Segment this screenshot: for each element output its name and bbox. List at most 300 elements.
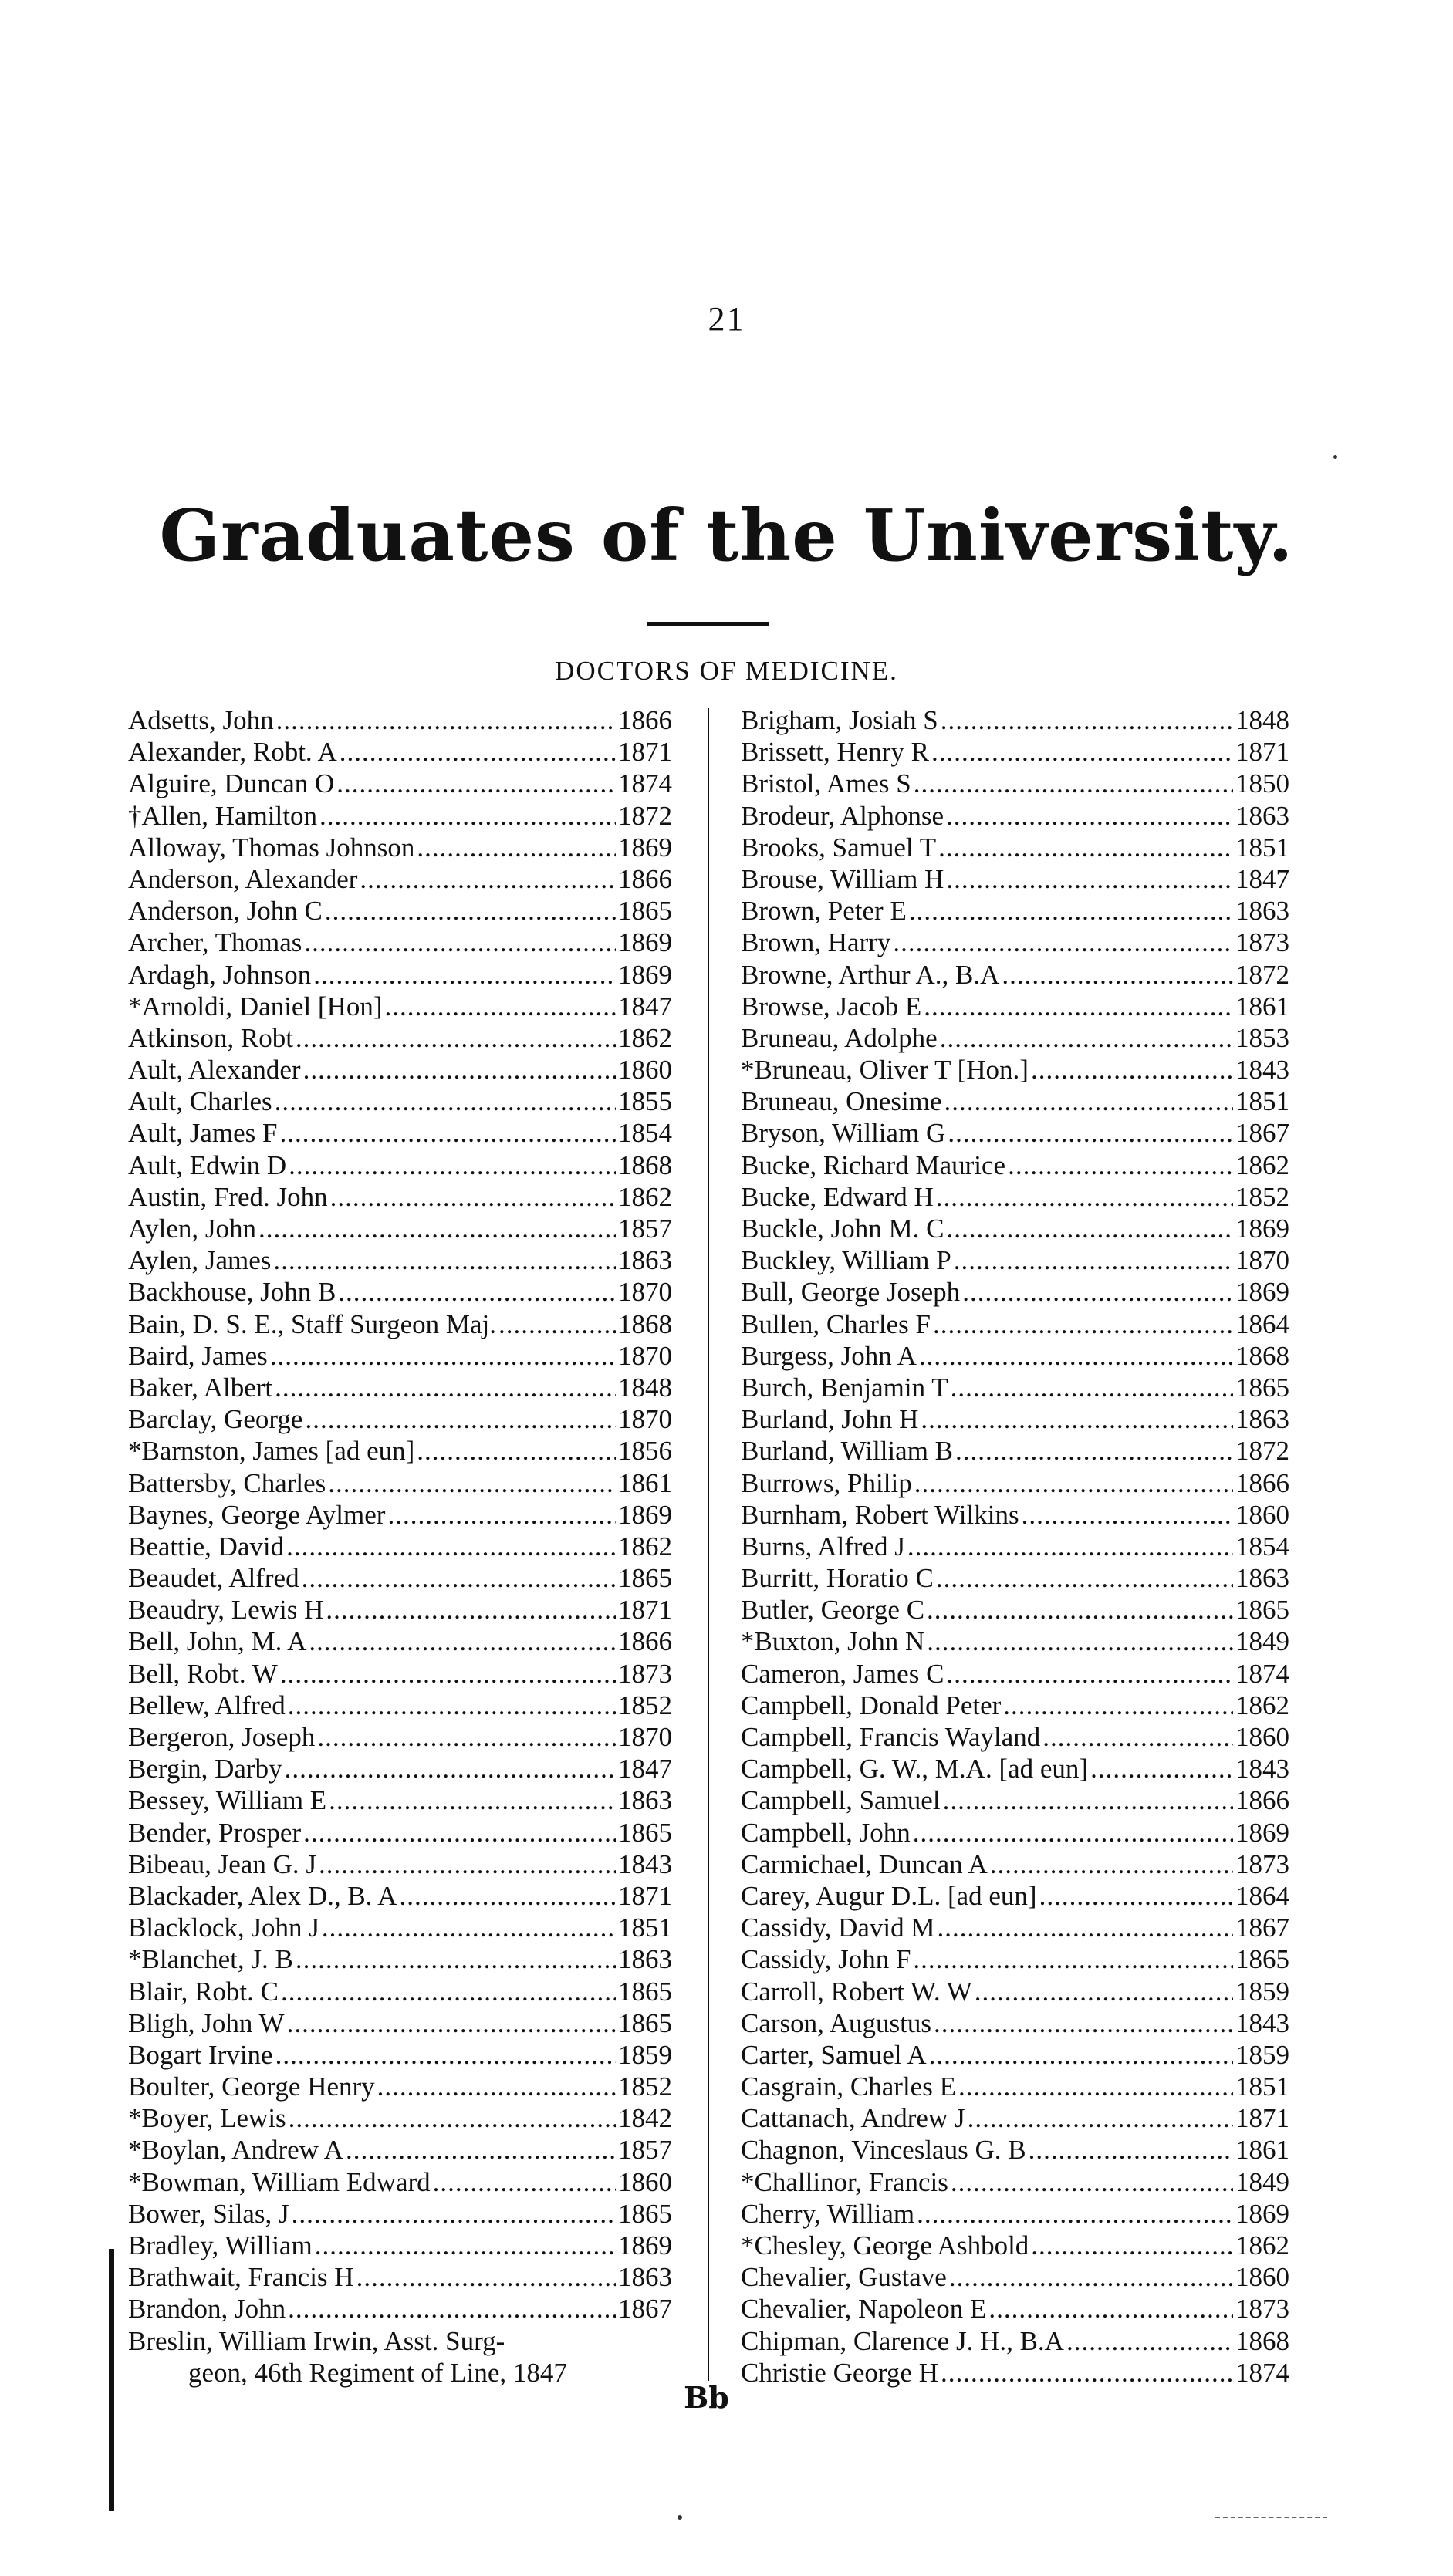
graduate-name: Atkinson, Robt [128,1022,293,1053]
graduate-entry [128,1403,672,1435]
graduate-name: Brouse, William H [741,863,944,894]
leader-dots [914,768,1233,799]
graduate-name: Burns, Alfred J [741,1531,905,1561]
leader-dots [936,1181,1233,1213]
graduation-year: 1855 [618,1086,672,1117]
graduate-name: *Boylan, Andrew A [128,2135,344,2166]
graduation-year: 1854 [618,1118,672,1149]
graduate-entry [128,1499,672,1531]
graduate-entry [741,959,1289,991]
leader-dots [913,1817,1233,1848]
leader-dots [914,1467,1233,1499]
leader-dots [279,1117,616,1149]
page-number: 21 [708,300,745,338]
graduate-entry [128,2230,672,2261]
graduate-entry [741,2039,1289,2071]
graduate-entry [741,1658,1289,1690]
graduate-name: Browne, Arthur A., B.A [741,959,1000,990]
graduate-entry [741,895,1289,927]
leader-dots [907,1531,1233,1562]
graduate-name: Campbell, John [741,1817,911,1848]
graduate-name: Burland, William B [741,1436,954,1467]
binding-edge-mark [109,2249,114,2511]
graduate-entry [128,1054,672,1085]
leader-dots [303,1817,616,1848]
graduate-entry [741,832,1289,863]
graduation-year: 1861 [618,1467,672,1498]
graduate-name: *Challinor, Francis [741,2166,948,2197]
leader-dots [909,895,1233,927]
graduation-year: 1866 [1235,1785,1289,1816]
graduation-year: 1843 [1235,1055,1289,1085]
graduate-entry [741,2293,1289,2324]
graduate-name: Bergin, Darby [128,1754,282,1784]
graduate-entry [741,1150,1289,1181]
leader-dots [946,863,1233,895]
leader-dots [1031,1054,1233,1085]
graduate-entry [741,2166,1289,2198]
graduate-entry [741,2071,1289,2102]
graduation-year: 1869 [618,1499,672,1530]
graduate-name: Blacklock, John J [128,1913,319,1943]
graduate-name: Bryson, William G [741,1118,946,1149]
leader-dots [280,1658,616,1690]
section-heading: DOCTORS OF MEDICINE. [555,656,898,686]
graduation-year: 1865 [618,896,672,927]
graduation-year: 1848 [1235,705,1289,735]
leader-dots [1042,1721,1233,1753]
graduate-name: Ault, Alexander [128,1055,301,1085]
leader-dots [990,1848,1233,1880]
leader-dots [319,1848,616,1880]
leader-dots [931,736,1233,768]
graduate-name: Campbell, Samuel [741,1785,941,1816]
graduate-name: Buckle, John M. C [741,1214,944,1244]
graduate-entry [128,895,672,927]
graduation-year: 1860 [1235,1499,1289,1530]
graduate-entry [741,2102,1289,2134]
graduation-year: 1866 [618,705,672,735]
leader-dots [377,2071,616,2102]
graduation-year: 1857 [618,2135,672,2166]
graduation-year: 1851 [618,1913,672,1943]
graduate-name: Buckley, William P [741,1245,951,1276]
graduate-entry [741,1054,1289,1085]
leader-dots [988,2293,1233,2324]
graduate-name: Carter, Samuel A [741,2039,927,2070]
graduate-entry [741,1085,1289,1117]
graduation-year: 1864 [1235,1880,1289,1911]
leader-dots [1039,1880,1233,1912]
graduate-name: Ardagh, Johnson [128,959,312,990]
leader-dots [924,991,1233,1022]
leader-dots [949,2261,1233,2293]
graduate-entry [741,1976,1289,2007]
graduate-entry [741,1181,1289,1213]
graduation-year: 1869 [1235,1817,1289,1848]
leader-dots [954,1244,1233,1276]
graduation-year: 1873 [1235,1848,1289,1879]
graduate-entry [128,1658,672,1690]
graduate-name: Campbell, G. W., M.A. [ad eun] [741,1754,1089,1784]
graduate-name: Carroll, Robert W. W [741,1976,972,2007]
graduation-year: 1859 [618,2039,672,2070]
graduate-entry [741,1531,1289,1562]
leader-dots [936,1562,1233,1594]
graduation-year: 1865 [618,2198,672,2229]
leader-dots [417,1435,616,1467]
graduate-entry [741,1880,1289,1912]
graduation-year: 1863 [1235,1404,1289,1435]
graduation-year: 1862 [1235,1150,1289,1180]
graduate-entry [128,1594,672,1626]
graduate-name: Bender, Prosper [128,1817,302,1848]
graduate-name: Brown, Peter E [741,896,907,927]
graduation-year: 1871 [618,1595,672,1626]
graduate-name: Chevalier, Napoleon E [741,2294,987,2324]
graduate-name: Archer, Thomas [128,927,302,958]
graduate-entry [128,959,672,991]
graduate-name: Bucke, Edward H [741,1181,934,1212]
leader-dots [951,1372,1233,1403]
breslin-entry-line-1: Breslin, William Irwin, Asst. Surg- [128,2325,505,2356]
graduate-name: Bain, D. S. E., Staff Surgeon Maj. [128,1308,497,1339]
graduate-entry [128,1943,672,1975]
graduate-name: Brooks, Samuel T [741,832,937,863]
graduation-year: 1873 [618,1658,672,1689]
graduate-entry [128,1372,672,1403]
graduate-entry [741,1372,1289,1403]
leader-dots [273,1244,616,1276]
leader-dots [927,1594,1233,1626]
leader-dots [322,1912,616,1943]
graduate-name: *Buxton, John N [741,1626,925,1657]
graduate-name: Baird, James [128,1340,268,1371]
page-edge-dashes [1215,2517,1327,2518]
ink-speck [1333,455,1337,459]
graduate-entry [741,863,1289,895]
graduate-name: Blackader, Alex D., B. A [128,1880,397,1911]
graduation-year: 1852 [1235,1181,1289,1212]
graduate-name: Bradley, William [128,2230,313,2260]
graduate-entry [128,1848,672,1880]
leader-dots [944,1085,1233,1117]
graduate-entry [128,2071,672,2102]
signature-mark: Bb [684,2380,729,2415]
graduation-year: 1872 [618,800,672,831]
graduate-entry [128,1244,672,1276]
graduate-name: Burland, John H [741,1404,919,1435]
leader-dots [946,1658,1233,1690]
leader-dots [385,991,616,1022]
column-divider [708,708,709,2381]
leader-dots [275,2039,616,2071]
graduation-year: 1857 [618,1214,672,1244]
graduate-entry [741,2134,1289,2166]
graduate-entry [741,2261,1289,2293]
graduate-name: *Arnoldi, Daniel [Hon] [128,991,383,1021]
graduation-year: 1854 [1235,1531,1289,1561]
graduation-year: 1862 [618,1531,672,1561]
graduation-year: 1863 [1235,896,1289,927]
graduation-year: 1849 [1235,1626,1289,1657]
graduate-name: Bruneau, Adolphe [741,1022,938,1053]
graduate-entry [128,1880,672,1912]
leader-dots [338,1276,616,1308]
graduate-name: *Blanchet, J. B [128,1944,293,1975]
leader-dots [893,927,1233,958]
graduate-entry [128,1817,672,1848]
graduate-name: Bucke, Richard Maurice [741,1150,1006,1180]
graduate-entry [741,1117,1289,1149]
graduate-name: Alloway, Thomas Johnson [128,832,415,863]
graduate-name: Beattie, David [128,1531,285,1561]
graduate-name: Butler, George C [741,1595,925,1626]
graduate-name: Adsetts, John [128,705,274,735]
graduation-year: 1869 [1235,1214,1289,1244]
graduation-year: 1862 [1235,1690,1289,1720]
graduation-year: 1865 [618,1563,672,1594]
graduate-entry [128,2134,672,2166]
graduation-year: 1863 [1235,800,1289,831]
title-rule [647,622,769,626]
graduation-year: 1865 [618,1817,672,1848]
graduate-name: *Boyer, Lewis [128,2103,286,2134]
leader-dots [1029,2134,1233,2166]
graduate-entry [128,2039,672,2071]
graduate-entry [741,1753,1289,1784]
graduate-name: Alexander, Robt. A [128,737,337,768]
graduate-name: Blair, Robt. C [128,1976,279,2007]
graduate-entry [128,1912,672,1943]
graduate-entry [128,1690,672,1721]
graduate-entry [128,736,672,768]
leader-dots [962,1276,1233,1308]
leader-dots [1066,2325,1233,2357]
graduation-year: 1860 [618,1055,672,1085]
graduation-year: 1865 [618,1976,672,2007]
graduate-entry [128,1562,672,1594]
graduation-year: 1852 [618,2071,672,2102]
graduate-name: *Bowman, William Edward [128,2166,431,2197]
ink-speck [678,2515,682,2520]
graduation-year: 1860 [618,2166,672,2197]
graduate-entry [741,1499,1289,1531]
graduate-entry [128,991,672,1022]
graduate-name: Boulter, George Henry [128,2071,375,2102]
leader-dots [955,1435,1233,1467]
right-entry-list [741,704,1289,2389]
graduation-year: 1865 [1235,1372,1289,1403]
graduate-name: Bellew, Alfred [128,1690,286,1720]
graduation-year: 1870 [618,1340,672,1371]
graduate-entry [128,1117,672,1149]
graduate-entry [741,1213,1289,1244]
graduation-year: 1862 [618,1181,672,1212]
graduate-entry [741,1435,1289,1467]
graduation-year: 1869 [618,959,672,990]
leader-dots [387,1499,616,1531]
graduation-year: 1867 [618,2294,672,2324]
graduate-name: Brathwait, Francis H [128,2262,354,2293]
graduation-year: 1861 [1235,991,1289,1021]
graduate-entry [128,1721,672,1753]
graduation-year: 1848 [618,1372,672,1403]
leader-dots [946,800,1233,832]
graduate-name: Bruneau, Onesime [741,1086,942,1117]
graduate-name: Bibeau, Jean G. J [128,1848,316,1879]
graduate-name: Aylen, James [128,1245,272,1276]
leader-dots [330,1181,616,1213]
graduation-year: 1874 [618,768,672,799]
graduate-entry [128,1435,672,1467]
graduate-name: Burgess, John A [741,1340,917,1371]
graduation-year: 1868 [618,1150,672,1180]
graduate-name: Brigham, Josiah S [741,705,938,735]
leader-dots [1002,959,1233,991]
graduate-name: Bull, George Joseph [741,1277,961,1308]
graduate-entry [741,1244,1289,1276]
leader-dots [400,1880,616,1912]
graduate-entry [128,1784,672,1816]
graduate-name: Bristol, Ames S [741,768,911,799]
graduate-entry [741,1403,1289,1435]
graduate-entry [128,1976,672,2007]
graduate-name: Chagnon, Vinceslaus G. B [741,2135,1026,2166]
leader-dots [304,927,616,958]
graduate-entry [741,704,1289,736]
graduation-year: 1868 [1235,1340,1289,1371]
graduate-name: *Chesley, George Ashbold [741,2230,1029,2260]
graduation-year: 1851 [1235,2071,1289,2102]
graduate-entry [128,768,672,799]
leader-dots [285,1753,616,1784]
leader-dots [929,2039,1233,2071]
graduate-entry [741,1817,1289,1848]
graduate-name: Cassidy, David M [741,1913,935,1943]
graduation-year: 1862 [618,1022,672,1053]
graduate-entry [128,1626,672,1657]
graduate-name: †Allen, Hamilton [128,800,317,831]
graduate-entry [128,1753,672,1784]
graduate-name: *Barnston, James [ad eun] [128,1436,415,1467]
graduate-entry [741,1721,1289,1753]
graduate-name: Burch, Benjamin T [741,1372,948,1403]
leader-dots [258,1213,616,1244]
graduation-year: 1867 [1235,1118,1289,1149]
graduation-year: 1870 [1235,1245,1289,1276]
leader-dots [921,1403,1233,1435]
graduation-year: 1862 [1235,2230,1289,2260]
leader-dots [289,1150,616,1181]
graduation-year: 1874 [1235,2357,1289,2388]
graduate-entry [741,927,1289,958]
graduate-name: Aylen, John [128,1214,256,1244]
leader-dots [292,2198,616,2230]
leader-dots [281,1976,616,2007]
graduation-year: 1849 [1235,2166,1289,2197]
leader-dots [346,2134,616,2166]
graduation-year: 1865 [618,2007,672,2038]
graduate-entry [741,1340,1289,1372]
graduate-entry [741,991,1289,1022]
leader-dots [927,1626,1233,1657]
leader-dots [313,959,616,991]
leader-dots [951,2166,1233,2198]
graduate-entry [741,1276,1289,1308]
leader-dots [286,1531,616,1562]
graduation-year: 1869 [618,2230,672,2260]
graduate-name: Ault, Edwin D [128,1150,287,1180]
leader-dots [356,2261,616,2293]
graduate-name: Campbell, Francis Wayland [741,1722,1041,1752]
graduate-name: Bessey, William E [128,1785,327,1816]
graduate-entry [128,2261,672,2293]
graduation-year: 1847 [618,991,672,1021]
graduation-year: 1859 [1235,2039,1289,2070]
graduation-year: 1869 [1235,1277,1289,1308]
graduation-year: 1847 [1235,863,1289,894]
graduate-entry [128,2293,672,2324]
graduate-name: Bullen, Charles F [741,1308,931,1339]
graduate-entry [128,2198,672,2230]
leader-dots [1008,1150,1233,1181]
graduation-year: 1871 [618,1880,672,1911]
graduate-name: Cherry, William [741,2198,915,2229]
graduation-year: 1863 [618,1785,672,1816]
graduate-name: Chipman, Clarence J. H., B.A [741,2325,1064,2356]
graduation-year: 1873 [1235,2294,1289,2324]
leader-dots [270,1340,616,1372]
graduation-year: 1851 [1235,1086,1289,1117]
graduation-year: 1856 [618,1436,672,1467]
graduate-name: Cassidy, John F [741,1944,911,1975]
graduate-name: Beaudet, Alfred [128,1563,299,1594]
graduate-entry [128,927,672,958]
graduate-name: Burritt, Horatio C [741,1563,934,1594]
graduate-name: Burnham, Robert Wilkins [741,1499,1019,1530]
graduate-entry [128,1340,672,1372]
leader-dots [326,1594,616,1626]
graduation-year: 1869 [618,927,672,958]
graduation-year: 1870 [618,1404,672,1435]
graduate-entry [128,704,672,736]
leader-dots [940,1022,1233,1054]
graduate-name: Anderson, Alexander [128,863,358,894]
graduation-year: 1851 [1235,832,1289,863]
leader-dots [975,1976,1233,2007]
graduate-name: Cattanach, Andrew J [741,2103,965,2134]
leader-dots [360,863,616,895]
graduation-year: 1859 [1235,1976,1289,2007]
leader-dots [289,2102,616,2134]
graduation-year: 1867 [1235,1913,1289,1943]
graduation-year: 1860 [1235,2262,1289,2293]
leader-dots [325,895,616,927]
leader-dots [296,1943,616,1975]
graduation-year: 1869 [618,832,672,863]
graduate-name: Bell, John, M. A [128,1626,307,1657]
leader-dots [941,704,1233,736]
leader-dots [276,704,616,736]
leader-dots [317,1721,616,1753]
graduate-entry [741,2230,1289,2261]
graduation-year: 1871 [1235,2103,1289,2134]
graduation-year: 1852 [618,1690,672,1720]
graduate-entry [741,1784,1289,1816]
leader-dots [917,2198,1233,2230]
graduation-year: 1861 [1235,2135,1289,2166]
